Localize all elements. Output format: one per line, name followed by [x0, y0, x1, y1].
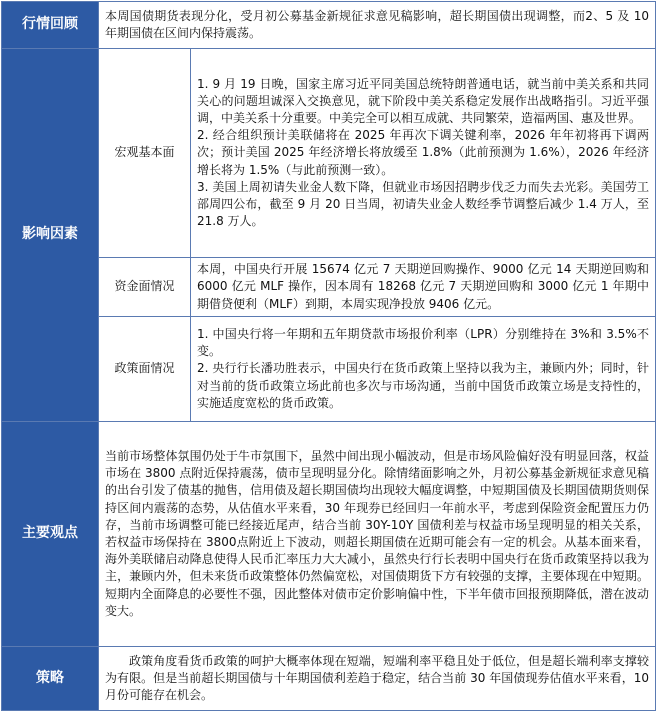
- macro-item: 3. 美国上周初请失业金人数下降，但就业市场因招聘步伐乏力而失去光彩。美国劳工部周四公布，截至 9 月 20 日当周，初请失业金人数经季节调整后减少 1.4 万人，至 21.8 万人。: [197, 179, 649, 229]
- market-review-label: 行情回顾: [2, 2, 99, 49]
- main-view-label: 主要观点: [2, 422, 99, 647]
- funding-label: 资金面情况: [99, 258, 191, 317]
- policy-item: 2. 央行行长潘功胜表示，中国央行在货币政策上坚持以我为主，兼顾内外；同时，针对当前的货币政策立场此前也多次与市场沟通，当前中国货币政策立场是支持性的，实施适度宽松的货币政策。: [197, 361, 649, 410]
- macro-item: 2. 经合组织预计美联储将在 2025 年再次下调关键利率，2026 年年初将再下调两次；预计美国 2025 年经济增长将放缓至 1.8%（此前预测为 1.6%），2026 年经济增长将为 1.5%（与此前预测一致）。: [197, 128, 649, 177]
- macro-label: 宏观基本面: [99, 49, 191, 258]
- funding-text: 本周，中国央行开展 15674 亿元 7 天期逆回购操作、9000 亿元 14 天期逆回购和 6000 亿元 MLF 操作，因本周有 18268 亿元 7 天期逆回购和 3000 亿元 1 年期中期借贷便利（MLF）到期，本周实现净投放 9406 亿元。: [191, 258, 656, 317]
- funding-row: [2, 258, 656, 317]
- market-review-row: [2, 2, 656, 49]
- market-review-text: 本周国债期货表现分化，受月初公募基金新规征求意见稿影响，超长期国债出现调整，而2、5 及 10 年期国债在区间内保持震荡。: [99, 2, 656, 49]
- bond-report-table: [1, 1, 656, 711]
- strategy-label: 策略: [2, 647, 99, 711]
- macro-item: 1. 9 月 19 日晚，国家主席习近平同美国总统特朗普通电话，就当前中美关系和共同关心的问题坦诚深入交换意见，就下阶段中美关系稳定发展作出战略指引。习近平强调，中美关系十分重要。中美完全可以相互成就、共同繁荣，造福两国、惠及世界。: [197, 76, 649, 125]
- policy-item: 1. 中国央行将一年期和五年期贷款市场报价利率（LPR）分别维持在 3%和 3.5%不变。: [197, 326, 649, 359]
- strategy-row: [2, 647, 656, 711]
- macro-row: [2, 49, 656, 258]
- policy-text: [191, 317, 656, 422]
- factors-label: 影响因素: [2, 49, 99, 422]
- policy-label: 政策面情况: [99, 317, 191, 422]
- main-view-text: 当前市场整体氛围仍处于牛市氛围下，虽然中间出现小幅波动，但是市场风险偏好没有明显回落，权益市场在 3800 点附近保持震荡，债市呈现明显分化。除情绪面影响之外，月初公募基金新规征求意见稿的出台引发了债基的抛售，信用债及超长期国债均出现较大幅度调整，中短期国债及长期国债期货则保持区间内震荡的态势，从估值水平来看，30 年现券已经回归一年前水平，考虑到保险资金配置压力仍存，当前市场调整可能已经接近尾声，结合当前 30Y-10Y 国债利差与权益市场呈现明显的相关关系，若权益市场保持在 3800点附近上下波动，则超长期国债在近期可能会有一定的机会。从基本面来看，海外美联储启动降息使得人民币汇率压力大大减小，虽然央行行长表明中国央行在货币政策坚持以我为主，兼顾内外，但未来货币政策整体仍然偏宽松，对国债期货下方有较强的支撑，主要体现在中短期。短期内全面降息的必要性不强，因此整体对债市定价影响偏中性，下半年债市回报预期降低，潜在波动变大。: [99, 422, 656, 647]
- policy-row: [2, 317, 656, 422]
- macro-text: [191, 49, 656, 258]
- strategy-text: 政策角度看货币政策的呵护大概率体现在短端，短端利率平稳且处于低位，但是超长端利率支撑较为有限。但是当前超长期国债与十年期国债利差趋于稳定，结合当前 30 年国债现券估值水平来看，10 月份可能存在机会。: [99, 647, 656, 711]
- main-view-row: [2, 422, 656, 647]
